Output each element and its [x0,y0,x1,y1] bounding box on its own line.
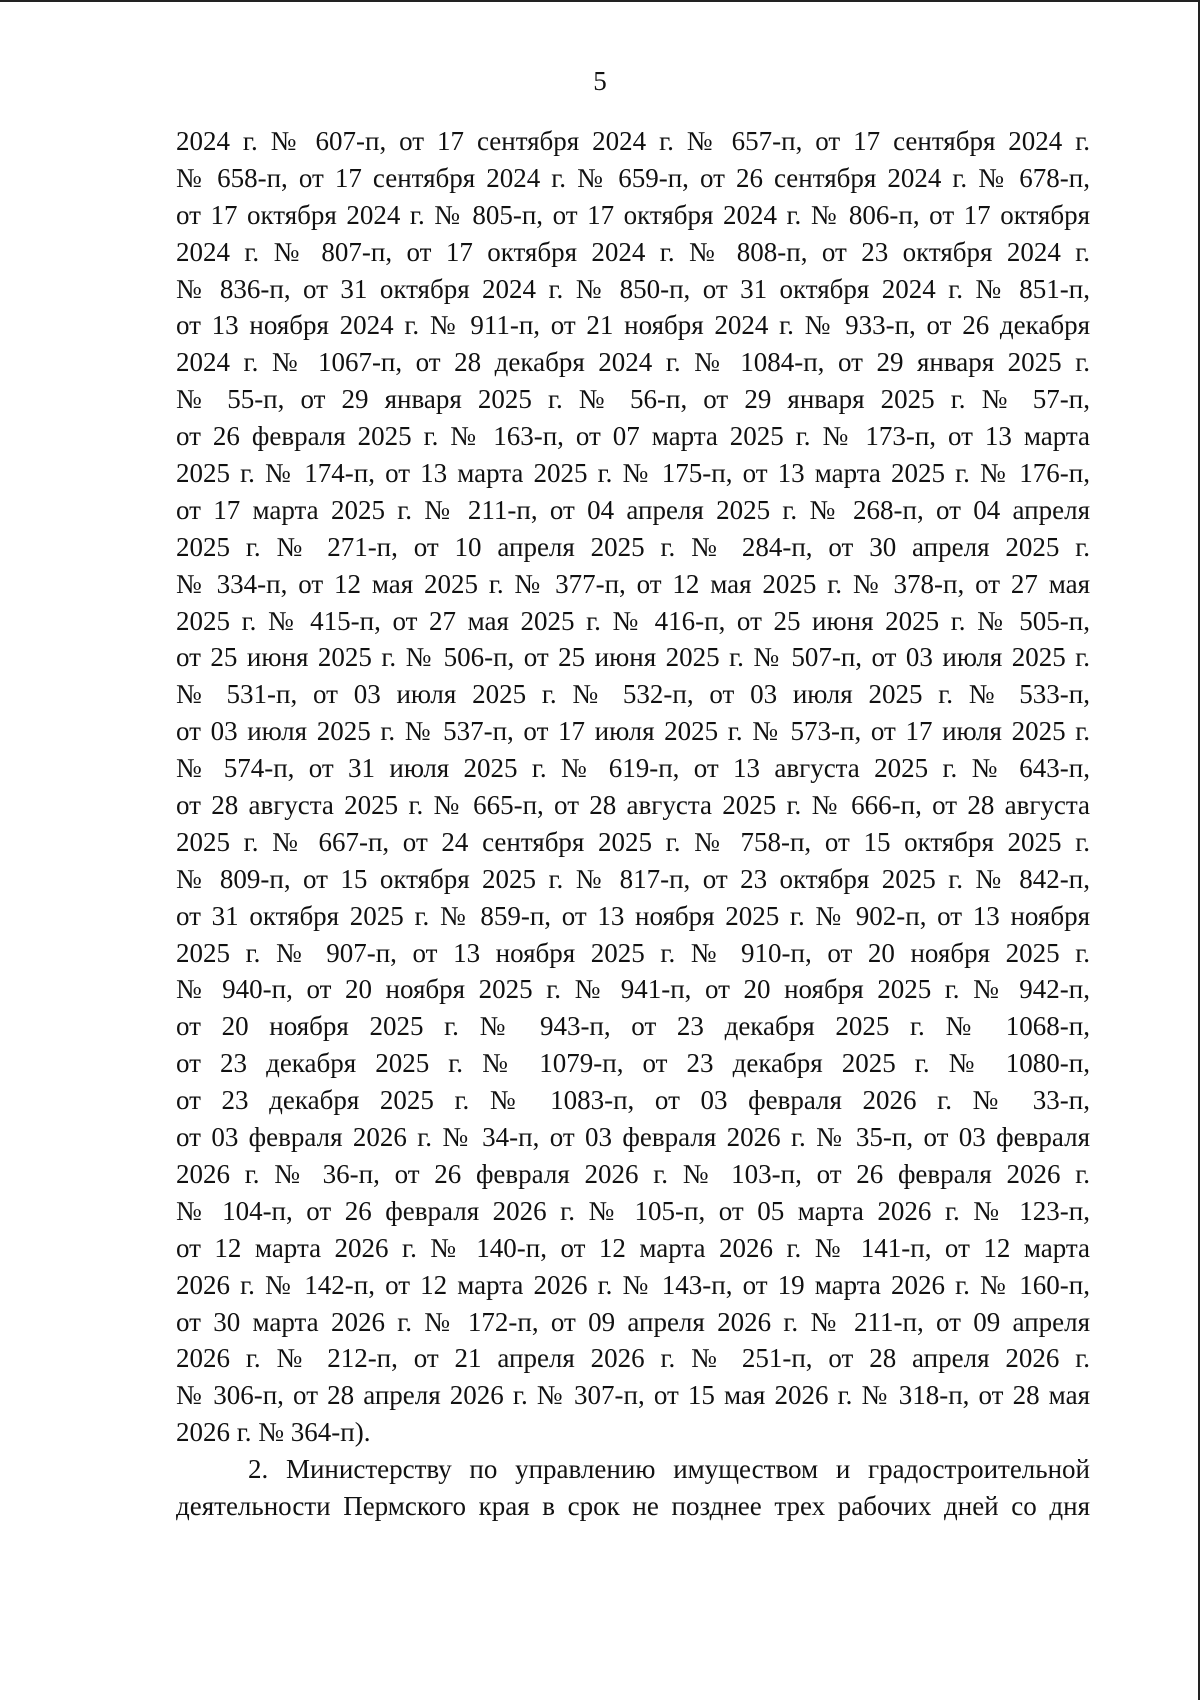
text-line: 2026 г. № 36-п, от 26 февраля 2026 г. № 103-п, от 26 февраля 2026 г. [176,1158,1090,1189]
text-line: от 23 декабря 2025 г. № 1083-п, от 03 февраля 2026 г. № 33-п, [176,1085,1090,1116]
text-line: 2. Министерству по управлению имуществом и градостроительной [248,1454,1090,1485]
text-line: от 17 октября 2024 г. № 805-п, от 17 октября 2024 г. № 806-п, от 17 октября [176,199,1090,230]
text-line: № 574-п, от 31 июля 2025 г. № 619-п, от 13 августа 2025 г. № 643-п, [176,753,1090,784]
text-line: 2026 г. № 364-п). [176,1417,371,1448]
text-line: № 334-п, от 12 мая 2025 г. № 377-п, от 12 мая 2025 г. № 378-п, от 27 мая [176,568,1090,599]
text-line: от 30 марта 2026 г. № 172-п, от 09 апреля 2026 г. № 211-п, от 09 апреля [176,1306,1090,1337]
body-text [176,123,1090,1525]
text-line: от 03 февраля 2026 г. № 34-п, от 03 февраля 2026 г. № 35-п, от 03 февраля [176,1122,1090,1153]
scan-edge-top [0,0,1200,2]
text-line: 2026 г. № 142-п, от 12 марта 2026 г. № 143-п, от 19 марта 2026 г. № 160-п, [176,1269,1090,1300]
text-line: 2026 г. № 212-п, от 21 апреля 2026 г. № 251-п, от 28 апреля 2026 г. [176,1343,1090,1374]
text-line: № 940-п, от 20 ноября 2025 г. № 941-п, от 20 ноября 2025 г. № 942-п, [176,974,1090,1005]
text-line: от 03 июля 2025 г. № 537-п, от 17 июля 2025 г. № 573-п, от 17 июля 2025 г. [176,716,1090,747]
text-line: от 31 октября 2025 г. № 859-п, от 13 ноября 2025 г. № 902-п, от 13 ноября [176,900,1090,931]
text-line: 2024 г. № 1067-п, от 28 декабря 2024 г. № 1084-п, от 29 января 2025 г. [176,347,1090,378]
text-line: от 13 ноября 2024 г. № 911-п, от 21 ноября 2024 г. № 933-п, от 26 декабря [176,310,1090,341]
text-line: № 531-п, от 03 июля 2025 г. № 532-п, от 03 июля 2025 г. № 533-п, [176,679,1090,710]
text-line: № 658-п, от 17 сентября 2024 г. № 659-п, от 26 сентября 2024 г. № 678-п, [176,162,1090,193]
text-line: от 20 ноября 2025 г. № 943-п, от 23 декабря 2025 г. № 1068-п, [176,1011,1090,1042]
text-line: 2024 г. № 607-п, от 17 сентября 2024 г. № 657-п, от 17 сентября 2024 г. [176,126,1090,156]
text-line: № 809-п, от 15 октября 2025 г. № 817-п, от 23 октября 2025 г. № 842-п, [176,863,1090,894]
text-line: 2025 г. № 174-п, от 13 марта 2025 г. № 175-п, от 13 марта 2025 г. № 176-п, [176,458,1090,489]
text-line: 2025 г. № 907-п, от 13 ноября 2025 г. № 910-п, от 20 ноября 2025 г. [176,937,1090,968]
text-line: от 26 февраля 2025 г. № 163-п, от 07 марта 2025 г. № 173-п, от 13 марта [176,421,1090,452]
text-line: № 104-п, от 26 февраля 2026 г. № 105-п, от 05 марта 2026 г. № 123-п, [176,1195,1090,1226]
text-line: от 12 марта 2026 г. № 140-п, от 12 марта 2026 г. № 141-п, от 12 марта [176,1232,1090,1263]
text-line: № 55-п, от 29 января 2025 г. № 56-п, от 29 января 2025 г. № 57-п, [176,384,1090,415]
text-line: от 28 августа 2025 г. № 665-п, от 28 августа 2025 г. № 666-п, от 28 августа [176,790,1090,821]
text-line: от 23 декабря 2025 г. № 1079-п, от 23 декабря 2025 г. № 1080-п, [176,1048,1090,1079]
page-number: 5 [593,66,607,96]
text-line: от 25 июня 2025 г. № 506-п, от 25 июня 2025 г. № 507-п, от 03 июля 2025 г. [176,642,1090,673]
text-line: 2024 г. № 807-п, от 17 октября 2024 г. № 808-п, от 23 октября 2024 г. [176,236,1090,267]
text-line: деятельности Пермского края в срок не позднее трех рабочих дней со дня [176,1490,1090,1521]
text-line: 2025 г. № 271-п, от 10 апреля 2025 г. № 284-п, от 30 апреля 2025 г. [176,531,1090,562]
text-line: 2025 г. № 667-п, от 24 сентября 2025 г. № 758-п, от 15 октября 2025 г. [176,826,1090,857]
text-line: № 306-п, от 28 апреля 2026 г. № 307-п, от 15 мая 2026 г. № 318-п, от 28 мая [176,1380,1090,1411]
text-line: от 17 марта 2025 г. № 211-п, от 04 апреля 2025 г. № 268-п, от 04 апреля [176,494,1090,525]
text-line: № 836-п, от 31 октября 2024 г. № 850-п, от 31 октября 2024 г. № 851-п, [176,273,1090,304]
text-line: 2025 г. № 415-п, от 27 мая 2025 г. № 416-п, от 25 июня 2025 г. № 505-п, [176,605,1090,636]
